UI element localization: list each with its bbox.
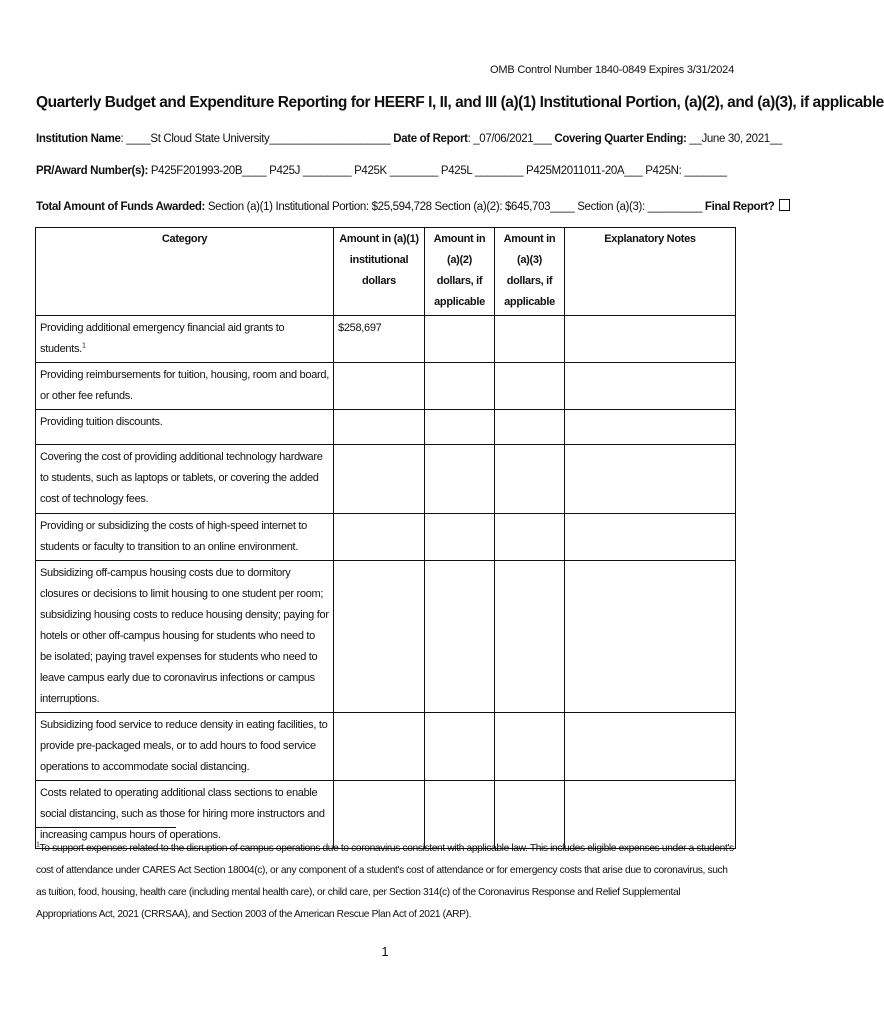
amount-a3-cell bbox=[495, 561, 565, 713]
category-cell: Subsidizing food service to reduce density in eating facilities, to provide pre-packaged meals, or to add hours to food service operations to accommodate social distancing. bbox=[36, 713, 334, 781]
table-header-row bbox=[36, 228, 736, 316]
category-cell: Covering the cost of providing additional technology hardware to students, such as laptops or tablets, or covering the added cost of technology fees. bbox=[36, 445, 334, 514]
table-row bbox=[36, 561, 736, 713]
quarter-label: Covering Quarter Ending: bbox=[554, 133, 687, 145]
award-value: P425F201993-20B____ P425J ________ P425K ________ P425L ________ P425M2011011-20A___ P425N: _______ bbox=[148, 165, 727, 177]
amount-a2-cell bbox=[425, 514, 495, 561]
footnote-divider bbox=[36, 827, 176, 828]
table-row bbox=[36, 713, 736, 781]
total-value: Section (a)(1) Institutional Portion: $25,594,728 Section (a)(2): $645,703____ Section (a)(3): _________ bbox=[205, 201, 705, 213]
amount-a1-cell bbox=[334, 561, 425, 713]
budget-table bbox=[35, 227, 736, 849]
award-label: PR/Award Number(s): bbox=[36, 165, 148, 177]
category-cell: Providing tuition discounts. bbox=[36, 410, 334, 445]
amount-a1-cell: $258,697 bbox=[334, 316, 425, 363]
amount-a2-cell bbox=[425, 316, 495, 363]
institution-label: Institution Name bbox=[36, 133, 121, 145]
amount-a1-cell bbox=[334, 410, 425, 445]
notes-cell bbox=[565, 410, 736, 445]
institution-line bbox=[36, 133, 782, 145]
table-row bbox=[36, 514, 736, 561]
amount-a3-cell bbox=[495, 316, 565, 363]
final-report-label: Final Report? bbox=[704, 201, 775, 213]
footnote-text: To support expenses related to the disruption of campus operations due to coronavirus consistent with applicable law. This includes eligible expenses under a student's cost of attendance under CARES Act Section 18004(c), or any component of a student's cost of attendance or for emergency costs that arise due to coronavirus, such as tuition, food, housing, health care (including mental health care), or child care, per Section 314(c) of the Coronavirus Response and Relief Supplemental Appropriations Act, 2021 (CRRSAA), and Section 2003 of the American Rescue Plan Act of 2021 (ARP). bbox=[36, 843, 734, 920]
amount-a1-cell bbox=[334, 363, 425, 410]
page-title: Quarterly Budget and Expenditure Reporting for HEERF I, II, and III (a)(1) Institutional Portion, (a)(2), and (a)(3), if applicable bbox=[36, 94, 884, 111]
header-amount-a3: Amount in (a)(3) dollars, if applicable bbox=[495, 228, 565, 316]
notes-cell bbox=[565, 316, 736, 363]
amount-a3-cell bbox=[495, 445, 565, 514]
page-number: 1 bbox=[381, 944, 389, 959]
category-cell: Costs related to operating additional class sections to enable social distancing, such as those for hiring more instructors and increasing campus hours of operations. bbox=[36, 781, 334, 849]
total-line bbox=[36, 199, 775, 213]
amount-a2-cell bbox=[425, 713, 495, 781]
total-label: Total Amount of Funds Awarded: bbox=[36, 201, 206, 213]
table-row bbox=[36, 316, 736, 363]
category-cell: Subsidizing off-campus housing costs due to dormitory closures or decisions to limit housing to one student per room; subsidizing housing costs to reduce housing density; paying for hotels or other off-campus housing for students who need to be isolated; paying travel expenses for students who need to leave campus early due to coronavirus infections or campus interruptions. bbox=[36, 561, 334, 713]
table-row bbox=[36, 363, 736, 410]
amount-a2-cell bbox=[425, 561, 495, 713]
amount-a2-cell bbox=[425, 445, 495, 514]
amount-a3-cell bbox=[495, 713, 565, 781]
amount-a3-cell bbox=[495, 514, 565, 561]
amount-a1-cell bbox=[334, 445, 425, 514]
notes-cell bbox=[565, 713, 736, 781]
award-line bbox=[36, 165, 736, 177]
header-notes: Explanatory Notes bbox=[565, 228, 736, 316]
header-amount-a2: Amount in (a)(2) dollars, if applicable bbox=[425, 228, 495, 316]
date-value: : _07/06/2021___ bbox=[467, 133, 552, 145]
amount-a2-cell bbox=[425, 363, 495, 410]
header-category: Category bbox=[36, 228, 334, 316]
amount-a3-cell bbox=[495, 363, 565, 410]
table-row bbox=[36, 445, 736, 514]
amount-a2-cell bbox=[425, 410, 495, 445]
omb-control-number: OMB Control Number 1840-0849 Expires 3/31/2024 bbox=[490, 64, 734, 76]
table-row bbox=[36, 410, 736, 445]
category-cell: Providing additional emergency financial aid grants to students.$^1$ bbox=[36, 316, 334, 363]
notes-cell bbox=[565, 445, 736, 514]
category-cell: Providing reimbursements for tuition, housing, room and board, or other fee refunds. bbox=[36, 363, 334, 410]
header-amount-a1: Amount in (a)(1) institutional dollars bbox=[334, 228, 425, 316]
category-cell: Providing or subsidizing the costs of high-speed internet to students or faculty to transition to an online environment. bbox=[36, 514, 334, 561]
footnote-mark: 1 bbox=[36, 841, 40, 849]
amount-a1-cell bbox=[334, 713, 425, 781]
quarter-value: __June 30, 2021__ bbox=[686, 133, 782, 145]
notes-cell bbox=[565, 363, 736, 410]
notes-cell bbox=[565, 514, 736, 561]
footnote bbox=[36, 838, 738, 926]
amount-a1-cell bbox=[334, 514, 425, 561]
institution-value: : ____St Cloud State University____________________ bbox=[120, 133, 391, 145]
final-report-checkbox[interactable] bbox=[779, 199, 790, 211]
footnote-ref: 1 bbox=[81, 342, 86, 350]
notes-cell bbox=[565, 561, 736, 713]
date-label: Date of Report bbox=[393, 133, 468, 145]
amount-a3-cell bbox=[495, 410, 565, 445]
